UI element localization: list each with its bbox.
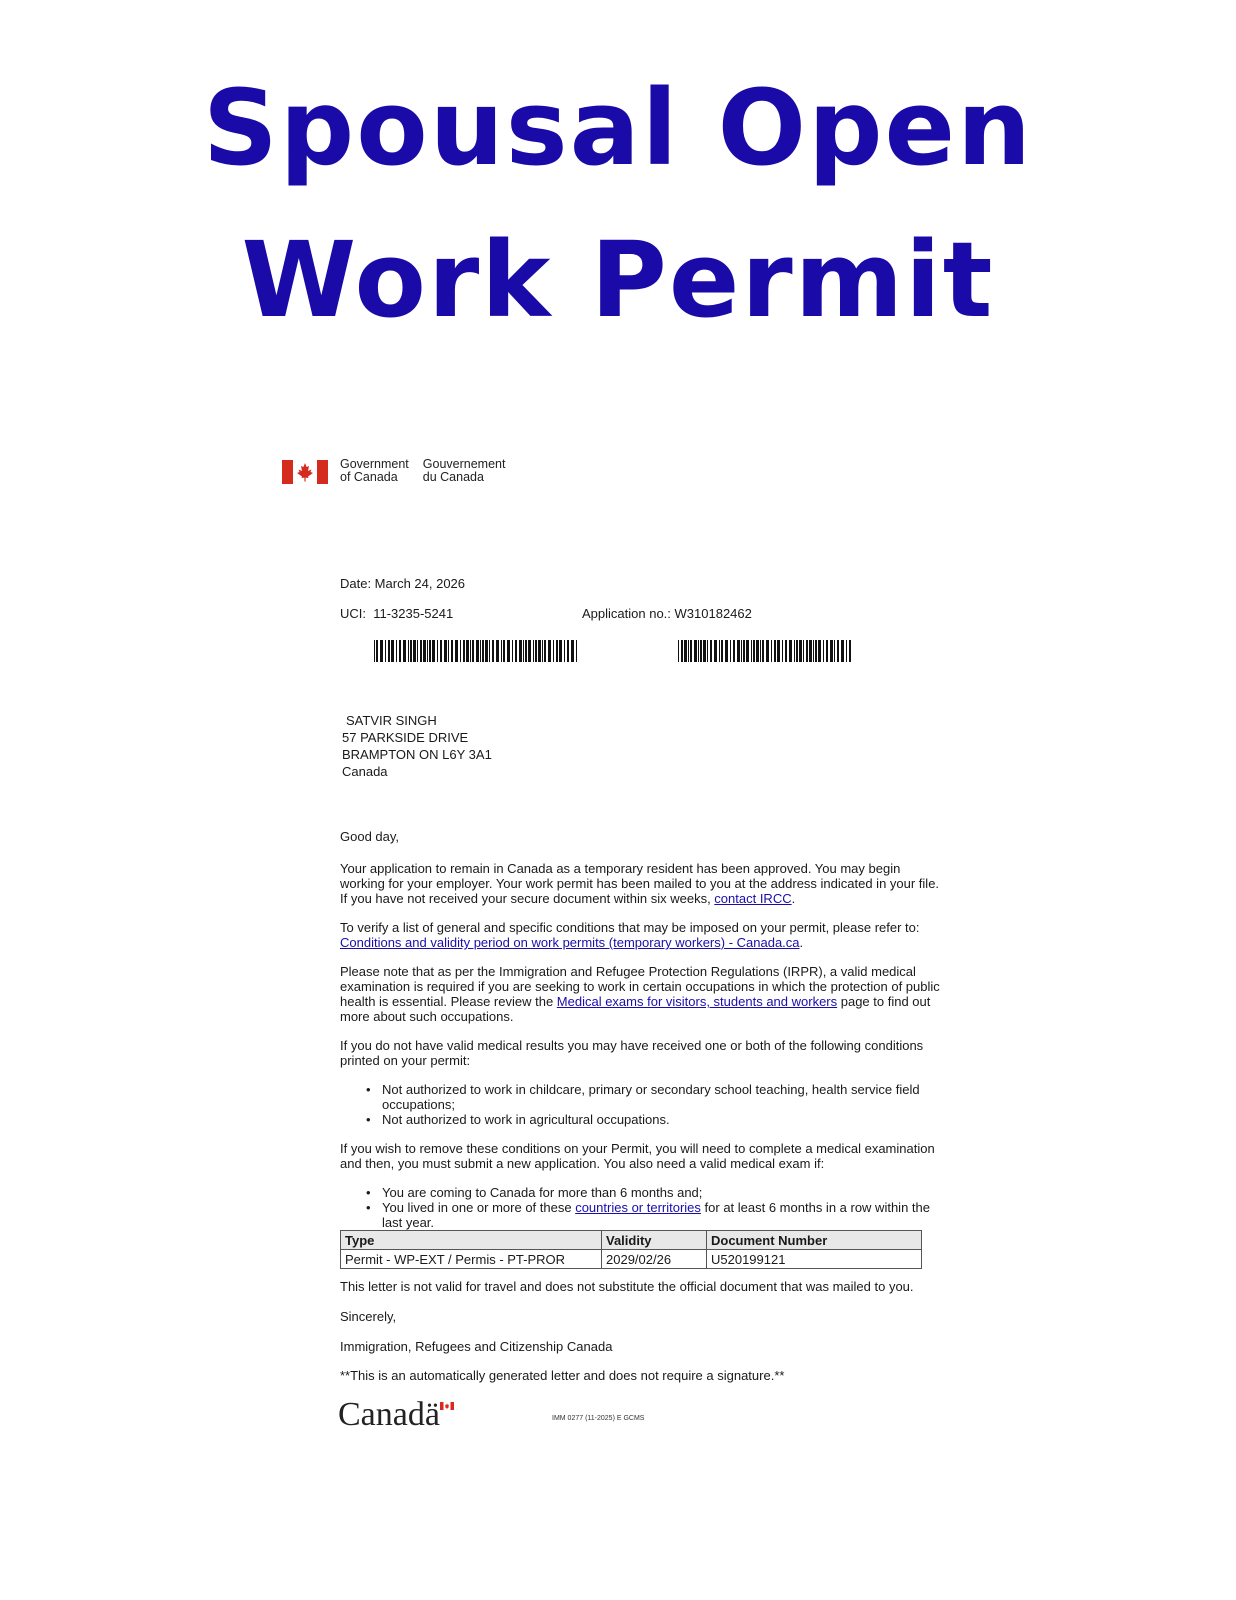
list-item: • Not authorized to work in agricultural occupations. <box>382 1112 940 1127</box>
table-row <box>341 1250 922 1269</box>
column-header: Validity <box>602 1231 707 1250</box>
travel-notice: This letter is not valid for travel and does not substitute the official document that was mailed to you. <box>340 1279 914 1294</box>
recipient-street: 57 PARKSIDE DRIVE <box>342 730 469 745</box>
signing-organization: Immigration, Refugees and Citizenship Canada <box>340 1339 613 1354</box>
table-cell: U520199121 <box>707 1250 922 1269</box>
canada-wordmark: Canadä <box>338 1396 440 1433</box>
canada-flag-icon <box>282 460 328 484</box>
paragraph-remove-conditions: If you wish to remove these conditions on your Permit, you will need to complete a medical examination and then, you must submit a new application. You also need a valid medical exam if: <box>340 1141 935 1171</box>
letter-body <box>340 829 940 1397</box>
table-header-row <box>341 1231 922 1250</box>
conditions-list <box>340 1082 940 1127</box>
paragraph-no-medical: If you do not have valid medical results you may have received one or both of the following conditions printed on your permit: <box>340 1038 924 1068</box>
sincerely: Sincerely, <box>340 1309 397 1324</box>
uci-label: UCI: <box>340 606 366 621</box>
government-of-canada-signature <box>282 458 505 484</box>
recipient-address <box>342 712 492 780</box>
uci-value: 11-3235-5241 <box>373 606 454 621</box>
goc-french: Gouvernement du Canada <box>422 457 506 484</box>
document-table <box>340 1230 922 1269</box>
application-barcode <box>678 640 852 662</box>
uci-barcode <box>374 640 578 662</box>
list-item: • You are coming to Canada for more than 6 months and; <box>382 1185 940 1200</box>
list-item: • Not authorized to work in childcare, primary or secondary school teaching, health service field occupations; <box>382 1082 940 1112</box>
banner-line-1: Spousal Open <box>202 67 1034 189</box>
paragraph-approval: Your application to remain in Canada as a temporary resident has been approved. You may begin working for your employer. Your work permit has been mailed to you at the address indicated in your file. If you have not received your secure document within six weeks, contact IRCC. <box>340 861 940 906</box>
greeting: Good day, <box>340 829 400 844</box>
letter-date: Date: March 24, 2026 <box>340 576 466 591</box>
auto-generated-notice: **This is an automatically generated letter and does not require a signature.** <box>340 1368 785 1383</box>
medical-exams-link[interactable]: Medical exams for visitors, students and workers <box>556 994 838 1009</box>
application-number <box>582 606 752 621</box>
contact-ircc-link[interactable]: contact IRCC <box>714 891 792 906</box>
recipient-city: BRAMPTON ON L6Y 3A1 <box>342 747 492 762</box>
uci <box>340 606 453 621</box>
countries-territories-link[interactable]: countries or territories <box>575 1200 701 1215</box>
banner-line-2: Work Permit <box>241 219 995 341</box>
medical-requirements-list <box>340 1185 940 1230</box>
recipient-country: Canada <box>342 764 388 779</box>
conditions-validity-link[interactable]: Conditions and validity period on work permits (temporary workers) - Canada.ca <box>340 935 800 950</box>
banner-title <box>0 52 1236 356</box>
application-value: W310182462 <box>674 606 752 621</box>
paragraph-medical: Please note that as per the Immigration and Refugee Protection Regulations (IRPR), a valid medical examination is required if you are seeking to work in certain occupations in which the protection of public health is essential. Please review the Medical exams for visitors, students and workers page to find out more about such occupations. <box>340 964 940 1024</box>
column-header: Document Number <box>707 1231 922 1250</box>
column-header: Type <box>341 1231 602 1250</box>
list-item: • You lived in one or more of these countries or territories for at least 6 months in a row within the last year. <box>382 1200 940 1230</box>
goc-english: Government of Canada <box>340 457 409 484</box>
form-code: IMM 0277 (11-2025) E GCMS <box>552 1415 645 1422</box>
wordmark-flag-icon <box>440 1402 454 1410</box>
recipient-name: SATVIR SINGH <box>346 713 437 728</box>
paragraph-conditions: To verify a list of general and specific conditions that may be imposed on your permit, please refer to: Conditions and validity period on work permits (temporary workers) - Canada.ca. <box>340 920 920 950</box>
table-cell: Permit - WP-EXT / Permis - PT-PROR <box>341 1250 602 1269</box>
table-cell: 2029/02/26 <box>602 1250 707 1269</box>
application-label: Application no.: <box>582 606 671 621</box>
